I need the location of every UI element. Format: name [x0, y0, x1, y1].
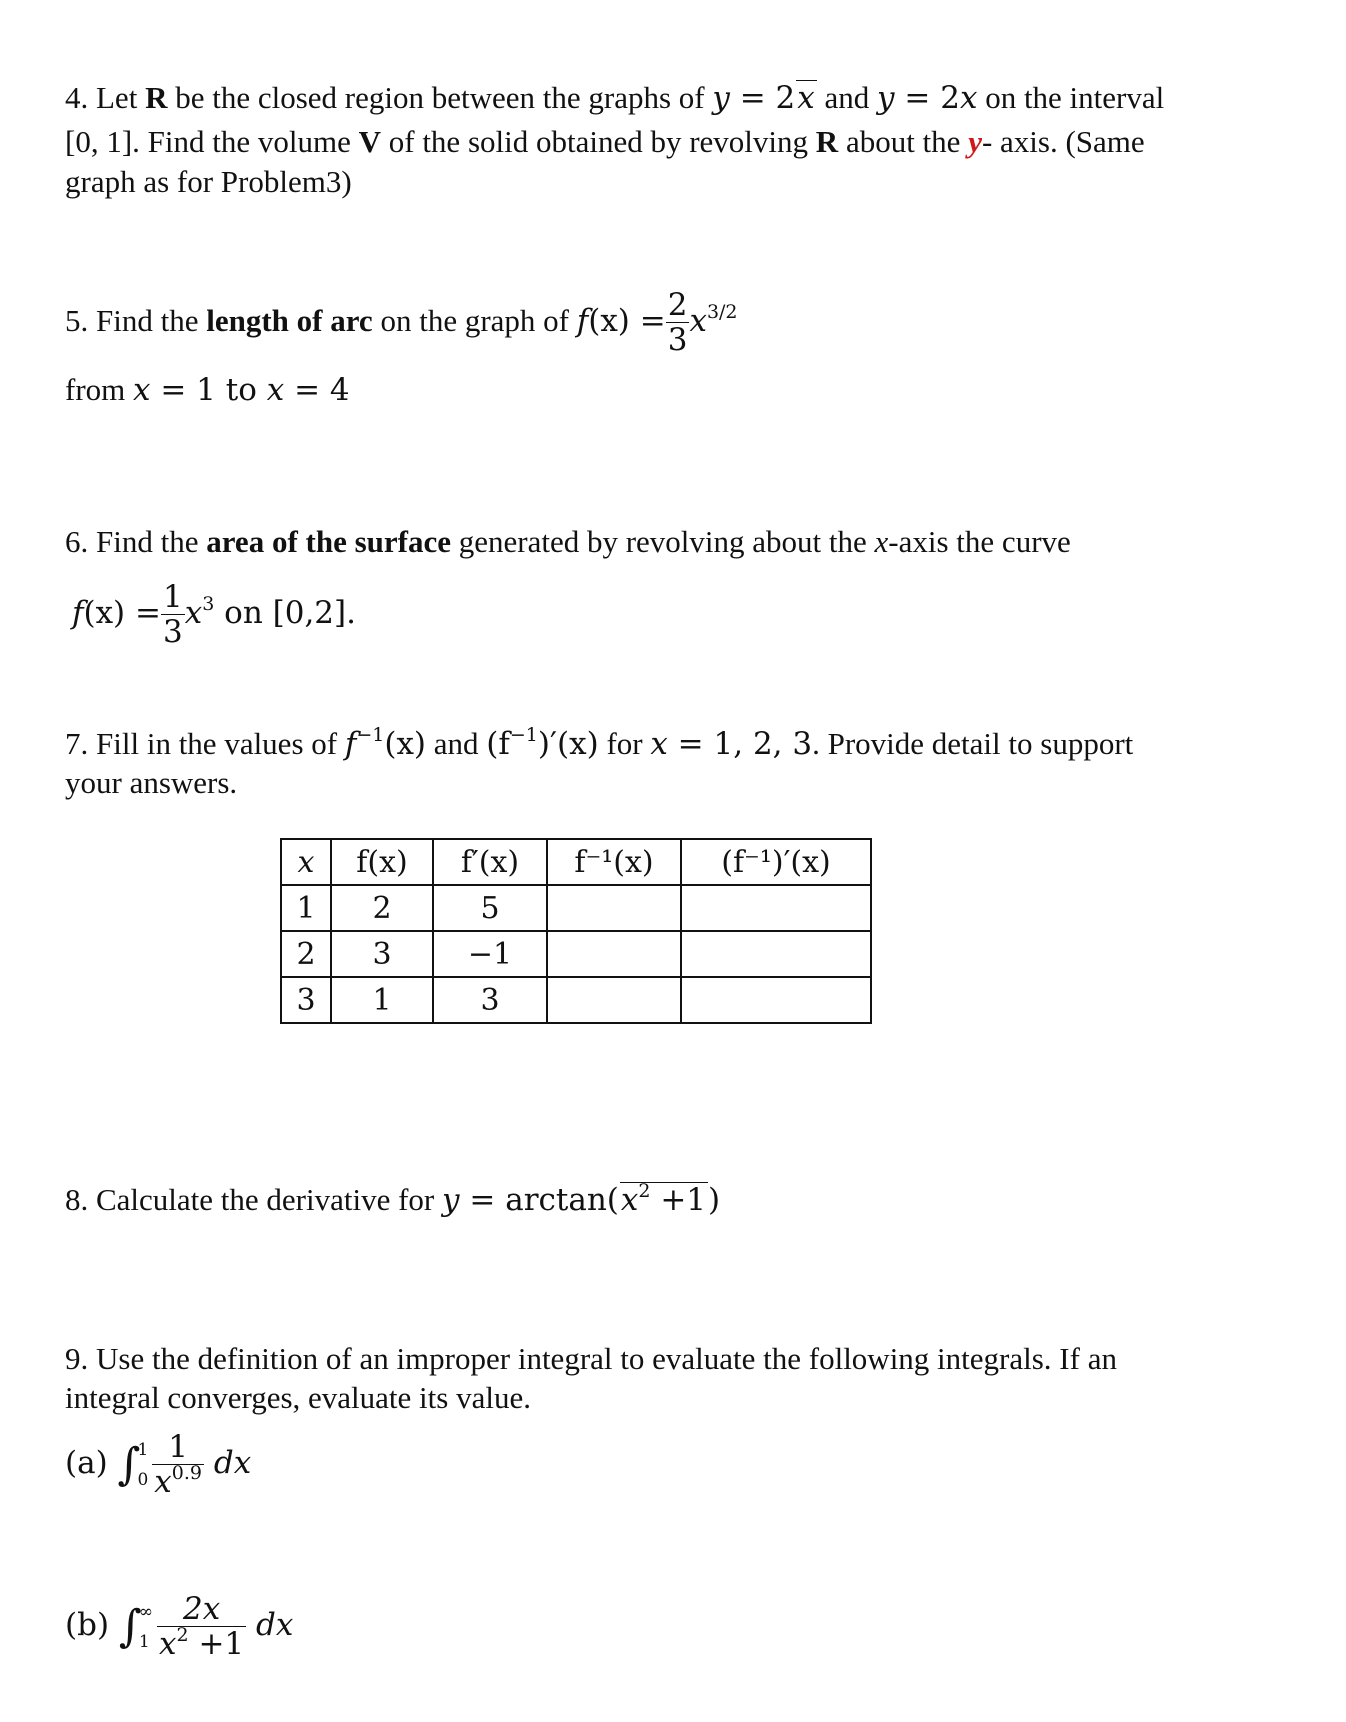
problem-5-line-1: 5. Find the length of arc on the graph of f(x) = $\frac{2}{3}$ $x^{3/2}$	[65, 287, 738, 358]
table-cell-empty	[681, 977, 871, 1023]
problem-9-line-2: integral converges, evaluate its value.	[65, 1380, 531, 1415]
integrand-a: $\frac{1}{x^{0.9}}$	[154, 1429, 202, 1500]
table-cell: 3	[281, 977, 331, 1023]
table-cell: 1	[331, 977, 433, 1023]
integral-sign: ∫	[118, 1600, 142, 1652]
table-cell: 2	[281, 931, 331, 977]
problem-4-line-1	[65, 78, 1164, 118]
problem-9b: (b) ∫ ∞ 1 $\frac{2x}{x^2 +1}$ dx	[65, 1591, 294, 1662]
problem-4-line-3: graph as for Problem3)	[65, 164, 352, 199]
p4-y-axis-red: y	[968, 124, 982, 159]
table-cell: 3	[433, 977, 547, 1023]
integral-sign: ∫	[117, 1438, 141, 1490]
p4-and: and	[816, 80, 878, 115]
table-header-row	[281, 839, 871, 885]
sqrt-x: x	[797, 80, 815, 116]
table-header: f(x)	[331, 839, 433, 885]
problem-9a: (a) ∫ 1 0 $\frac{1}{x^{0.9}}$ dx	[65, 1429, 252, 1500]
p4-lead: 4. Let	[65, 80, 146, 115]
table-cell-empty	[547, 885, 681, 931]
table-header: x	[281, 839, 331, 885]
problem-7-line-2: your answers.	[65, 765, 238, 800]
table-header: f′(x)	[433, 839, 547, 885]
p5-equation: f(x) = $\frac{2}{3}$ $x^{3/2}$	[576, 287, 738, 358]
integrand-b: $\frac{2x}{x^2 +1}$	[159, 1591, 245, 1662]
problem-9-line-1: 9. Use the definition of an improper integral to evaluate the following integrals. If an	[65, 1341, 1117, 1376]
table-header: f⁻¹(x)	[547, 839, 681, 885]
table-cell-empty	[547, 931, 681, 977]
table-header: (f⁻¹)′(x)	[681, 839, 871, 885]
sqrt-x2-plus-1: $x^2 +1$	[620, 1180, 707, 1218]
fraction-1-3: $\frac{1}{3}$	[162, 579, 183, 650]
table-row	[281, 931, 871, 977]
table-cell-empty	[547, 977, 681, 1023]
table-cell: 3	[331, 931, 433, 977]
p4-text-1: be the closed region between the graphs of	[167, 80, 705, 115]
p4-eq-2: y = 2x	[877, 80, 978, 116]
p4-eq-1: y = 2x	[712, 80, 815, 116]
problem-6-line-1: 6. Find the area of the surface generated by revolving about the x-axis the curve	[65, 524, 1071, 559]
table-cell: −1	[433, 931, 547, 977]
table-row	[281, 885, 871, 931]
p8-equation: $y = \arctan(x^2 +1)$	[442, 1180, 721, 1218]
p5-bold-length-of-arc: length of arc	[206, 303, 373, 338]
p4-region-R: R	[145, 80, 168, 115]
problem-6-equation: f(x) = $\frac{1}{3}$ $x^3$ on [0,2].	[72, 579, 356, 650]
table-row	[281, 977, 871, 1023]
values-table	[280, 838, 872, 1024]
problem-7-line-1: 7. Fill in the values of $f^{-1}(x)$ and $(f^{-1})'(x)$ for x = 1, 2, 3. Provide detail to support	[65, 724, 1134, 762]
p4-text-2: on the interval	[977, 80, 1165, 115]
table-cell: 5	[433, 885, 547, 931]
p4-volume-V: V	[358, 124, 381, 159]
table-cell: 2	[331, 885, 433, 931]
table-cell-empty	[681, 885, 871, 931]
p6-bold-area-of-surface: area of the surface	[206, 524, 451, 559]
table-cell-empty	[681, 931, 871, 977]
problem-8: 8. Calculate the derivative for $y = \arctan(x^2 +1)$	[65, 1180, 721, 1218]
table-cell: 1	[281, 885, 331, 931]
fraction-2-3: $\frac{2}{3}$	[667, 287, 688, 358]
problem-4-line-2: [0, 1]. Find the volume V of the solid obtained by revolving R about the y- axis. (Same	[65, 124, 1145, 159]
problem-5-line-2: from x = 1 to x = 4	[65, 372, 350, 408]
